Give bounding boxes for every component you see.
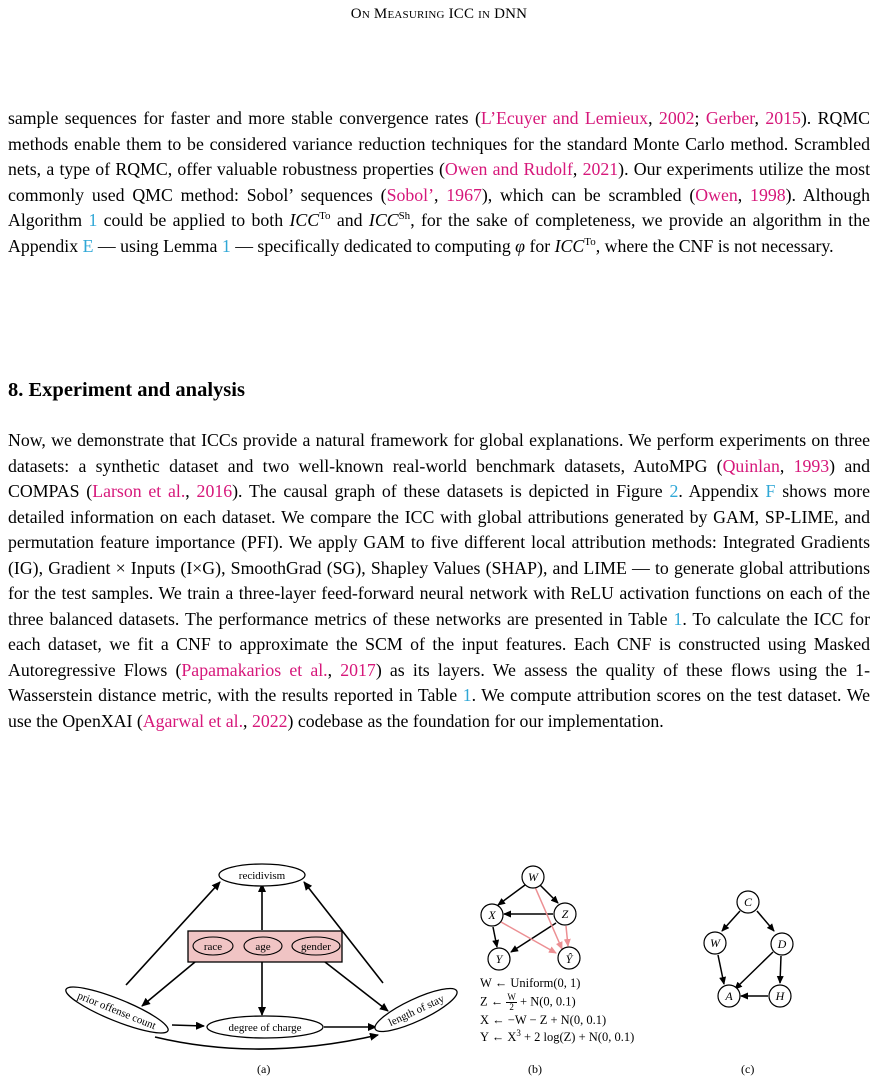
citation-link[interactable]: 2015 xyxy=(765,108,801,128)
figure-c-autompg-graph xyxy=(690,883,810,1013)
paragraph-experiments: Now, we demonstrate that ICCs provide a natural framework for global explanations. We perform experiments on three datasets: a synthetic dataset and two well-known real-world benchmark datasets, AutoMPG (Quinlan, 1993) and COMPAS (Larson et al., 2016). The causal graph of these datasets is depicted in Figure 2. Appendix F shows more detailed information on each dataset. We compare the ICC with global attributions generated by GAM, SP-LIME, and permutation feature importance (PFI). We apply GAM to five different local attribution methods: Integrated Gradients (IG), Gradient × Inputs (I×G), SmoothGrad (SG), Shapley Values (SHAP), and LIME — to generate global attributions for the test samples. We train a three-layer feed-forward neural network with ReLU activation functions on each of the three balanced datasets. The performance metrics of these networks are presented in Table 1. To calculate the ICC for each dataset, we fit a CNF to approximate the SCM of the input features. Each CNF is constructed using Masked Autoregressive Flows (Papamakarios et al., 2017) as its layers. We assess the quality of these flows using the 1-Wasserstein distance metric, with the results reported in Table 1. We compute attribution scores on the test dataset. We use the OpenXAI (Agarwal et al., 2022) codebase as the foundation for our implementation. xyxy=(8,430,871,731)
algorithm-ref-link[interactable]: 1 xyxy=(88,210,98,230)
citation-link[interactable]: 1998 xyxy=(750,184,786,205)
svg-text:Y: Y xyxy=(495,952,503,966)
edge xyxy=(325,962,388,1011)
node-length-of-stay xyxy=(371,981,462,1039)
figure-b-synthetic-graph xyxy=(470,860,610,980)
running-header: On Measuring ICC in DNN xyxy=(350,6,528,22)
edge xyxy=(780,956,781,983)
appendix-ref-link[interactable]: F xyxy=(765,481,776,501)
svg-text:X: X xyxy=(488,908,496,922)
edge xyxy=(172,1025,204,1026)
math-icc: ICC xyxy=(289,210,320,230)
node-w xyxy=(522,866,544,888)
edge xyxy=(498,885,525,905)
figure-a-compas-graph xyxy=(60,855,470,1060)
node-recidivism xyxy=(219,864,305,886)
table-ref-link[interactable]: 1 xyxy=(462,685,472,705)
equation-w: W ← Uniform(0, 1) xyxy=(480,976,581,990)
svg-text:W: W xyxy=(710,936,720,950)
subfigure-label-a: (a) xyxy=(257,1062,271,1076)
svg-text:C: C xyxy=(743,895,753,909)
edge xyxy=(735,952,773,989)
citation-link[interactable]: 2022 xyxy=(251,710,288,731)
edge xyxy=(757,911,774,931)
equation-y: Y ← $X^3 + 2$ log(Z) + N(0, 0.1) xyxy=(480,1028,635,1044)
table-ref-link[interactable]: 1 xyxy=(673,608,683,629)
svg-text:Ŷ: Ŷ xyxy=(565,952,573,966)
citation-link[interactable]: Papamakarios et al. xyxy=(181,659,328,680)
citation-link[interactable]: 2021 xyxy=(582,159,619,179)
citation-link[interactable]: L’Ecuyer and Lemieux xyxy=(480,108,649,128)
svg-text:Z: Z xyxy=(561,907,569,921)
svg-text:gender: gender xyxy=(301,941,331,953)
edge xyxy=(511,923,556,952)
svg-text:age: age xyxy=(255,941,271,953)
node-prior-offense-count xyxy=(62,979,172,1041)
svg-text:W: W xyxy=(528,870,538,884)
node-a xyxy=(718,985,740,1007)
lemma-ref-link[interactable]: 1 xyxy=(221,235,231,256)
highlight-edge xyxy=(501,922,556,953)
edge xyxy=(142,962,195,1006)
node-w xyxy=(704,932,726,954)
svg-text:prior offense count: prior offense count xyxy=(75,989,158,1033)
citation-link[interactable]: 1993 xyxy=(793,455,830,476)
svg-text:length of stay: length of stay xyxy=(386,992,447,1029)
svg-text:D: D xyxy=(777,937,787,951)
subfigure-label-b: (b) xyxy=(528,1062,542,1076)
math-phi: φ xyxy=(515,235,526,256)
node-y xyxy=(488,948,510,970)
citation-link[interactable]: Gerber xyxy=(705,108,755,128)
citation-link[interactable]: Agarwal et al. xyxy=(142,710,244,731)
node-c xyxy=(737,891,759,913)
svg-text:race: race xyxy=(203,941,223,953)
citation-link[interactable]: 2017 xyxy=(340,659,376,680)
edge xyxy=(493,927,497,947)
node-y-hat xyxy=(558,947,580,969)
paragraph-rqmc: sample sequences for faster and more stable convergence rates (L’Ecuyer and Lemieux, 2002; Gerber, 2015). RQMC methods enable them to be considered variance reduction techniques for the standard Monte Carlo method. Scrambled nets, a type of RQMC, offer valuable robustness properties (Owen and Rudolf, 2021). Our experiments utilize the most commonly used QMC method: Sobol’ sequences (Sobol’, 1967), which can be scrambled (Owen, 1998). Although Algorithm 1 could be applied to both $ICC^{To}$ and $ICC^{Sh}$, for the sake of completeness, we provide an algorithm in the Appendix E — using Lemma 1 — specifically dedicated to computing φ for $ICC^{To}$, where the CNF is not necessary. xyxy=(8,108,871,256)
node-h xyxy=(769,985,791,1007)
citation-link[interactable]: 2016 xyxy=(196,481,233,501)
equation-x: X ← −W − Z + N(0, 0.1) xyxy=(480,1012,607,1027)
citation-link[interactable]: Sobol’ xyxy=(386,184,434,205)
figure-b-equations xyxy=(480,975,634,1047)
citation-link[interactable]: Larson et al. xyxy=(92,481,186,501)
node-z xyxy=(554,903,576,925)
node-x xyxy=(481,904,503,926)
citation-link[interactable]: 2002 xyxy=(658,108,695,128)
svg-text:recidivism: recidivism xyxy=(238,870,286,882)
section-heading: 8. Experiment and analysis xyxy=(8,379,245,401)
citation-link[interactable]: Quinlan xyxy=(722,455,780,476)
citation-link[interactable]: Owen xyxy=(695,184,738,205)
edge xyxy=(540,885,558,903)
svg-text:degree of charge: degree of charge xyxy=(228,1022,302,1034)
node-d xyxy=(771,933,793,955)
highlight-edge xyxy=(566,926,568,946)
subfigure-label-c: (c) xyxy=(741,1062,755,1076)
node-degree-of-charge xyxy=(207,1016,323,1038)
svg-text:A: A xyxy=(725,989,733,1003)
citation-link[interactable]: Owen and Rudolf xyxy=(444,159,573,179)
edge xyxy=(718,955,724,984)
figure-ref-link[interactable]: 2 xyxy=(669,481,679,501)
citation-link[interactable]: 1967 xyxy=(446,184,482,205)
edge xyxy=(722,911,740,931)
math-icc: ICC xyxy=(368,210,399,230)
fraction: $\frac{W}{2}$ xyxy=(507,991,516,1012)
math-icc: ICC xyxy=(554,235,585,256)
svg-text:H: H xyxy=(775,989,785,1003)
equation-z: Z ← $\frac{W}{2}$ + N(0, 0.1) xyxy=(480,991,576,1012)
appendix-ref-link[interactable]: E xyxy=(82,235,94,256)
